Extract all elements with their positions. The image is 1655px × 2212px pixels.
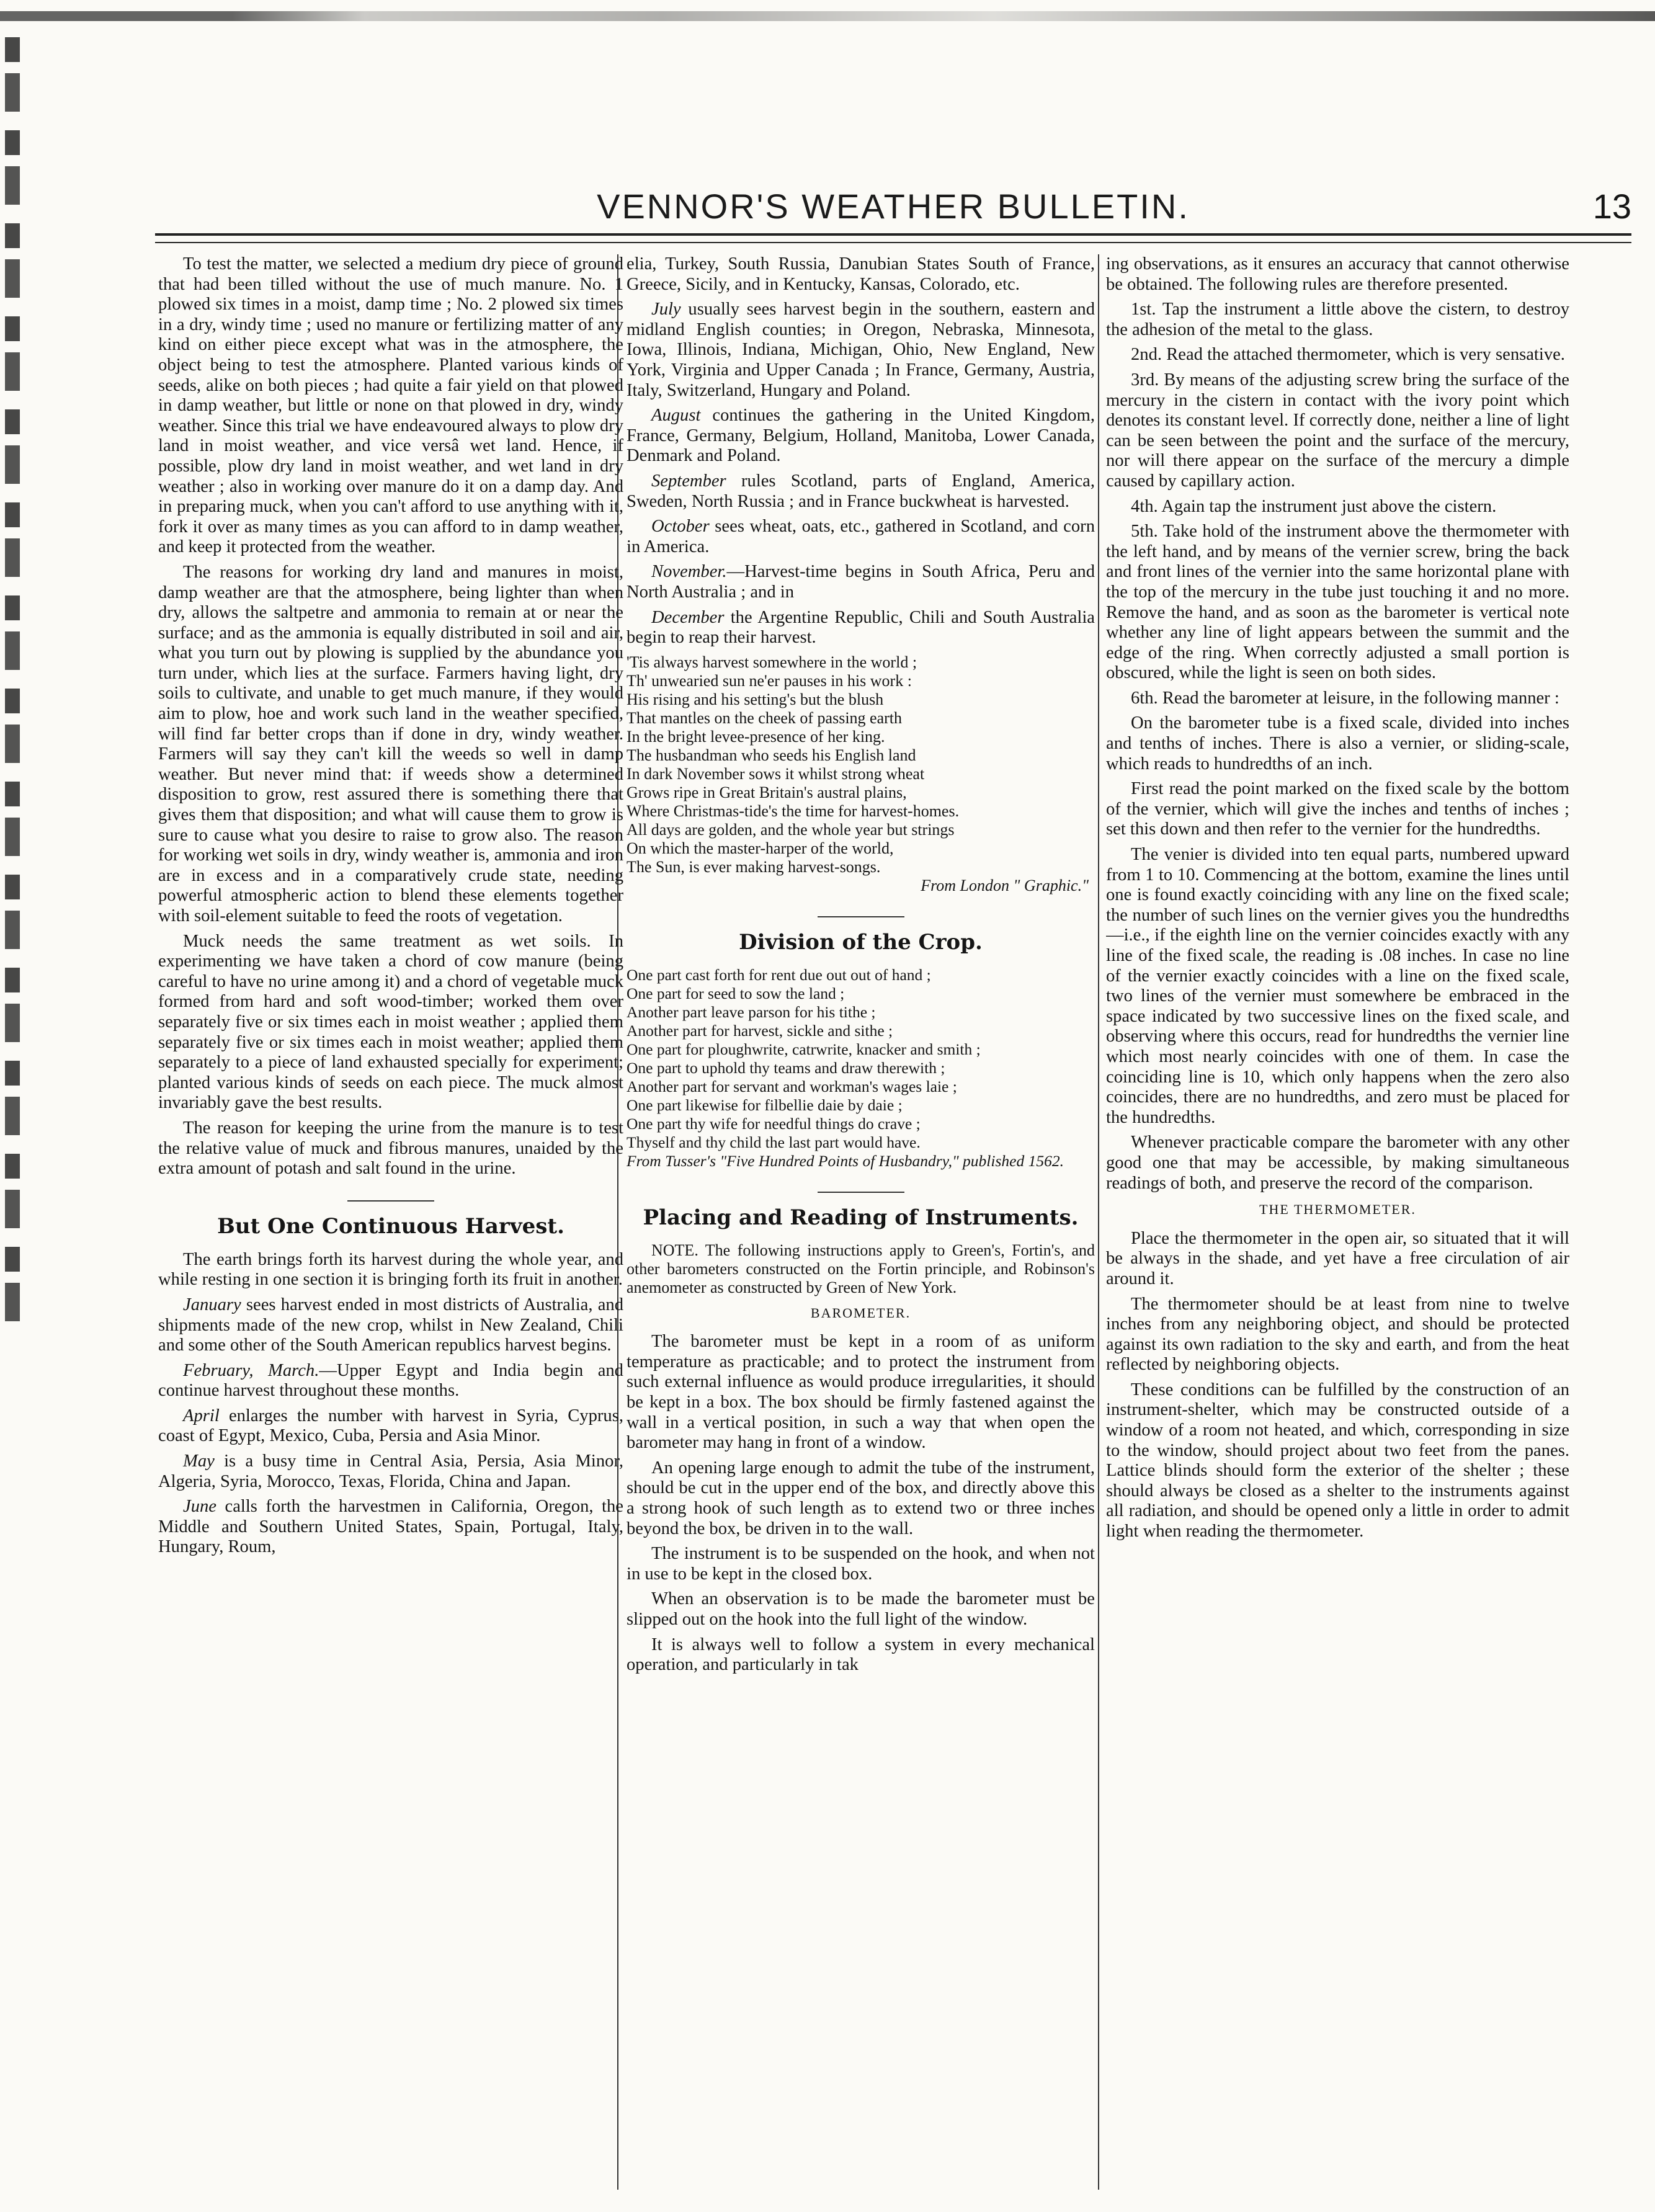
- paragraph: Whenever practicable compare the barometer with any other good one that may be accessible, by making simultaneous readings of both, and preserve the record of the comparison.: [1106, 1133, 1569, 1193]
- paragraph: The reason for keeping the urine from the manure is to test the relative value of muck and fibrous manures, unaided by the extra amount of potash and salt found in the urine.: [158, 1118, 623, 1179]
- paragraph: [627, 608, 1095, 648]
- verse-line: One part for seed to sow the land ;: [627, 984, 845, 1002]
- section-rule: [818, 1192, 904, 1193]
- verse-line: In the bright levee-presence of her king.: [627, 727, 885, 746]
- verse-line: One part to uphold thy teams and draw therewith ;: [627, 1058, 945, 1077]
- column-1: [158, 254, 623, 2190]
- paragraph: The venier is divided into ten equal parts, numbered upward from 1 to 10. Commencing at the bottom, examine the lines until one is found exactly coinciding with any line on the fixed scale; the number of such lines on the vernier gives you the hundredths—i.e., if the eighth line on the vernier coincides exactly with any line of the fixed scale, the reading is .08 inches. In case no line of the vernier exactly coincides with a line on the fixed scale, two lines of the vernier must somewhere be embraced in the space indicated by two successive lines on the fixed scale, and observing where this occurs, read for hundredths the vernier line which most nearly coincides with one of them. In case the coinciding line is 10, which only happens when the zero also coincides, there are no hundredths, and zero must be placed for the hundredths.: [1106, 845, 1569, 1127]
- paragraph: [158, 1452, 623, 1492]
- paragraph: 3rd. By means of the adjusting screw bring the surface of the mercury in the cistern in contact with the ivory point which denotes its constant level. If correctly done, neither a line of light can be seen between the point and the surface of the mercury, nor will there appear on the surface of the mercury a dimple caused by capillary action.: [1106, 370, 1569, 491]
- paragraph: On the barometer tube is a fixed scale, divided into inches and tenths of inches. There is also a vernier, or sliding-scale, which reads to hundredths of an inch.: [1106, 713, 1569, 774]
- verse-line: Another part for harvest, sickle and sithe ;: [627, 1021, 893, 1040]
- top-border-smudge: [0, 11, 1655, 21]
- month-label: June: [183, 1497, 216, 1517]
- paragraph-text: the Argentine Republic, Chili and South Australia begin to reap their harvest.: [627, 607, 1095, 648]
- paragraph: 2nd. Read the attached thermometer, which is very sensative.: [1131, 345, 1565, 365]
- paragraph: To test the matter, we selected a medium dry piece of ground that had been tilled without the use of much manure. No. 1 plowed six times in a moist, damp time ; No. 2 plowed six times in a dry, windy time ; used no manure or fertilizing matter of any kind on either piece except what was in the atmosphere, the object being to test the atmosphere. Planted various kinds of seeds, alike on both pieces ; had quite a fair yield on that plowed in damp weather, but little or none on that plowed in dry, windy weather. Since this trial we have endeavoured always to plow dry land in moist weather, and vice versâ wet land. Hence, if possible, plow dry land in moist weather, and wet land in dry weather ; also in working over manure do it on a damp day. And in preparing muck, when you can't afford to use anything with it, fork it over as many times as you can afford to in damp weather, and keep it protected from the weather.: [158, 254, 623, 557]
- paragraph-text: is a busy time in Central Asia, Persia, Asia Minor, Algeria, Syria, Morocco, Texas, Florida, China and Japan.: [158, 1452, 623, 1491]
- paragraph: 5th. Take hold of the instrument above the thermometer with the left hand, and by means of the vernier screw, bring the back and front lines of the vernier into the same horizontal plane with the top of the mercury in the tube just touching it and no more. Remove the hand, and as soon as the barometer is vertical note whether any line of light appears between the summit and the edge of the ring. When correctly adjusted a small portion is obscured, while the light is seen on both sides.: [1106, 522, 1569, 683]
- column-2: [627, 254, 1095, 2190]
- paragraph: [158, 1295, 623, 1356]
- paragraph-text: usually sees harvest begin in the southern, eastern and midland English counties; in Oregon, Nebraska, Minnesota, Iowa, Illinois, Indiana, Michigan, Ohio, New England, New York, Virginia and Upper Canada ; In France, Germany, Austria, Italy, Switzerland, Hungary and Poland.: [627, 300, 1095, 400]
- section-rule: [818, 916, 904, 917]
- subheading-barometer: BAROMETER.: [810, 1304, 911, 1321]
- paragraph: 1st. Tap the instrument a little above the cistern, to destroy the adhesion of the metal to the glass.: [1106, 300, 1569, 339]
- paragraph-text: —Harvest-time begins in South Africa, Peru and North Australia ; and in: [627, 562, 1095, 602]
- section-rule: [347, 1200, 434, 1202]
- verse-line: Th' unwearied sun ne'er pauses in his work :: [627, 671, 912, 690]
- subheading-thermometer: THE THERMOMETER.: [1259, 1202, 1416, 1218]
- paragraph-text: continues the gathering in the United Kingdom, France, Germany, Belgium, Holland, Manitoba, Lower Canada, Denmark and Poland.: [627, 406, 1095, 466]
- verse-line: One part thy wife for needful things do crave ;: [627, 1114, 921, 1133]
- month-label: November.: [651, 562, 727, 582]
- paragraph: Place the thermometer in the open air, so situated that it will be always in the shade, and yet have a free circulation of air around it.: [1106, 1228, 1569, 1288]
- paragraph: An opening large enough to admit the tube of the instrument, should be cut in the upper end of the box, and directly above this a strong hook of such length as to extend two or three inches beyond the box, be driven in to the wall.: [627, 1458, 1095, 1538]
- verse-line: One part likewise for filbellie daie by daie ;: [627, 1095, 903, 1114]
- verse-line: 'Tis always harvest somewhere in the world ;: [627, 653, 917, 671]
- verse-line: Another part for servant and workman's wages laie ;: [627, 1077, 957, 1095]
- note-paragraph: NOTE. The following instructions apply to Green's, Fortin's, and other barometers constructed on the Fortin principle, and Robinson's anemometer as constructed by Green of New York.: [627, 1241, 1095, 1296]
- paragraph: [158, 1361, 623, 1401]
- paragraph: The reasons for working dry land and manures in moist, damp weather are that the atmosphere, being lighter than when dry, allows the saltpetre and ammonia to remain at or near the surface; and as the ammonia is equally distributed in soil and air, what you turn out by plowing is supplied by the abundance you turn under, which lies at the surface. Farmers having light, dry soils to cultivate, and unable to get much manure, if they would aim to plow, hoe and work such land in the weather specified, will find far better crops than if done in dry, windy weather. Farmers will say they can't kill the weeds so well in damp weather. But never mind that: if weeds show a determined disposition to grow, rest assured there is something there that gives them that disposition; and what will cause them to grow is sure to cause what you desire to raise to grow also. The reason for working wet soils in dry, windy weather is, ammonia and iron are in excess and in a comparatively crude state, needing powerful atmospheric action to blend these elements together with soil-element suitable to feed the roots of vegetation.: [158, 562, 623, 925]
- month-label: February, March.: [183, 1360, 319, 1380]
- page-number: 13: [1592, 187, 1631, 226]
- column-3: [1106, 254, 1569, 2190]
- paragraph-text: sees harvest ended in most districts of Australia, and shipments made of the new crop, whilst in New Zealand, Chili and some other of the South American republics harvest begins.: [158, 1295, 623, 1355]
- paragraph: The barometer must be kept in a room of as uniform temperature as practicable; and to protect the instrument from such external influence as would produce irregularities, it should be kept in a box. The box should be firmly fastened against the wall in a vertical position, in such a way that when open the barometer may hang in front of a window.: [627, 1332, 1095, 1453]
- paragraph-text: enlarges the number with harvest in Syria, Cyprus, coast of Egypt, Mexico, Cuba, Persia and Asia Minor.: [158, 1406, 623, 1446]
- paragraph: [627, 517, 1095, 557]
- paragraph: When an observation is to be made the barometer must be slipped out on the hook into the full light of the window.: [627, 1589, 1095, 1629]
- paragraph-text: —Upper Egypt and India begin and continue harvest throughout these months.: [158, 1360, 623, 1401]
- verse-credit: From London " Graphic.": [921, 876, 1089, 894]
- paragraph: [627, 406, 1095, 466]
- verse-line: Another part leave parson for his tithe ;: [627, 1002, 876, 1021]
- verse-line: Thyself and thy child the last part would have.: [627, 1133, 921, 1151]
- paragraph: The earth brings forth its harvest during the whole year, and while resting in one section it is bringing forth its fruit in another.: [158, 1249, 623, 1290]
- verse-line: The husbandman who seeds his English land: [627, 746, 916, 764]
- paragraph: [158, 1406, 623, 1447]
- paragraph: These conditions can be fulfilled by the construction of an instrument-shelter, which may be constructed outside of a window of a room not heated, and which, corresponding in size to the window, should project about two feet from the panes. Lattice blinds should form the exterior of the shelter ; these should always be closed as a shelter to the instruments against all radiation, and should be opened only a little in order to admit light when reading the thermometer.: [1106, 1380, 1569, 1541]
- verse-line: His rising and his setting's but the blush: [627, 690, 884, 708]
- verse-line: In dark November sows it whilst strong wheat: [627, 764, 925, 783]
- paragraph-text: sees wheat, oats, etc., gathered in Scotland, and corn in America.: [627, 517, 1095, 556]
- paragraph: elia, Turkey, South Russia, Danubian States South of France, Greece, Sicily, and in Kentucky, Kansas, Colorado, etc.: [627, 254, 1095, 294]
- month-label: October: [651, 517, 710, 537]
- month-label: January: [183, 1295, 241, 1314]
- header-rule: [155, 233, 1631, 243]
- paragraph: [627, 471, 1095, 512]
- page-title: VENNOR'S WEATHER BULLETIN.: [597, 187, 1190, 226]
- harvest-verse: [627, 653, 1095, 895]
- paragraph: First read the point marked on the fixed scale by the bottom of the vernier, which will give the inches and tenths of inches ; set this down and then refer to the vernier for the hundredths.: [1106, 779, 1569, 839]
- verse-line: One part cast forth for rent due out out of hand ;: [627, 965, 931, 984]
- paragraph-text: calls forth the harvestmen in California, Oregon, the Middle and Southern United States, Spain, Portugal, Italy, Hungary, Roum,: [158, 1497, 623, 1557]
- month-label: August: [651, 406, 701, 426]
- paragraph: [627, 562, 1095, 602]
- division-source: From Tusser's "Five Hundred Points of Husbandry," published 1562.: [627, 1151, 1064, 1170]
- month-label: December: [651, 607, 725, 627]
- paragraph: ing observations, as it ensures an accuracy that cannot otherwise be obtained. The following rules are therefore presented.: [1106, 254, 1569, 294]
- column-divider-2: [1098, 254, 1099, 2190]
- verse-line: The Sun, is ever making harvest-songs.: [627, 857, 881, 876]
- month-label: July: [651, 300, 681, 319]
- paragraph: The thermometer should be at least from nine to twelve inches from any neighboring object, and should be protected against its own radiation to the sky and earth, and from the heat reflected by neighboring objects.: [1106, 1294, 1569, 1375]
- paragraph-text: rules Scotland, parts of England, America, Sweden, North Russia ; and in France buckwheat is harvested.: [627, 471, 1095, 511]
- section-heading-division: Division of the Crop.: [739, 929, 983, 955]
- paragraph: It is always well to follow a system in every mechanical operation, and particularly in tak: [627, 1634, 1095, 1675]
- paragraph: 6th. Read the barometer at leisure, in the following manner :: [1131, 688, 1559, 708]
- paragraph: Muck needs the same treatment as wet soils. In experimenting we have taken a chord of cow manure (being careful to have no urine among it) and a chord of vegetable muck formed from hard and soft wood-timber; worked them over separately five or six times each in moist weather ; applied them separately five or six times each in moist weather; applied them separately to a piece of land exhausted specially for experiment; planted various kinds of seeds on each piece. The muck almost invariably gave the best results.: [158, 931, 623, 1113]
- verse-line: Where Christmas-tide's the time for harvest-homes.: [627, 801, 960, 820]
- section-heading-instruments: Placing and Reading of Instruments.: [643, 1205, 1079, 1230]
- month-label: April: [183, 1406, 220, 1425]
- month-label: May: [183, 1452, 215, 1471]
- paragraph: [627, 300, 1095, 401]
- division-verse: [627, 966, 1095, 1171]
- verse-line: One part for ploughwrite, catrwrite, knacker and smith ;: [627, 1040, 981, 1058]
- page-header: [155, 186, 1631, 230]
- binding-edge: [5, 37, 20, 1340]
- paragraph: [158, 1497, 623, 1558]
- verse-line: On which the master-harper of the world,: [627, 839, 894, 857]
- verse-line: Grows ripe in Great Britain's austral plains,: [627, 783, 907, 801]
- month-label: September: [651, 471, 726, 491]
- paragraph: 4th. Again tap the instrument just above the cistern.: [1131, 496, 1497, 516]
- verse-line: All days are golden, and the whole year but strings: [627, 820, 955, 839]
- verse-line: That mantles on the cheek of passing earth: [627, 708, 903, 727]
- paragraph: The instrument is to be suspended on the hook, and when not in use to be kept in the closed box.: [627, 1544, 1095, 1584]
- section-heading-harvest: But One Continuous Harvest.: [217, 1213, 564, 1239]
